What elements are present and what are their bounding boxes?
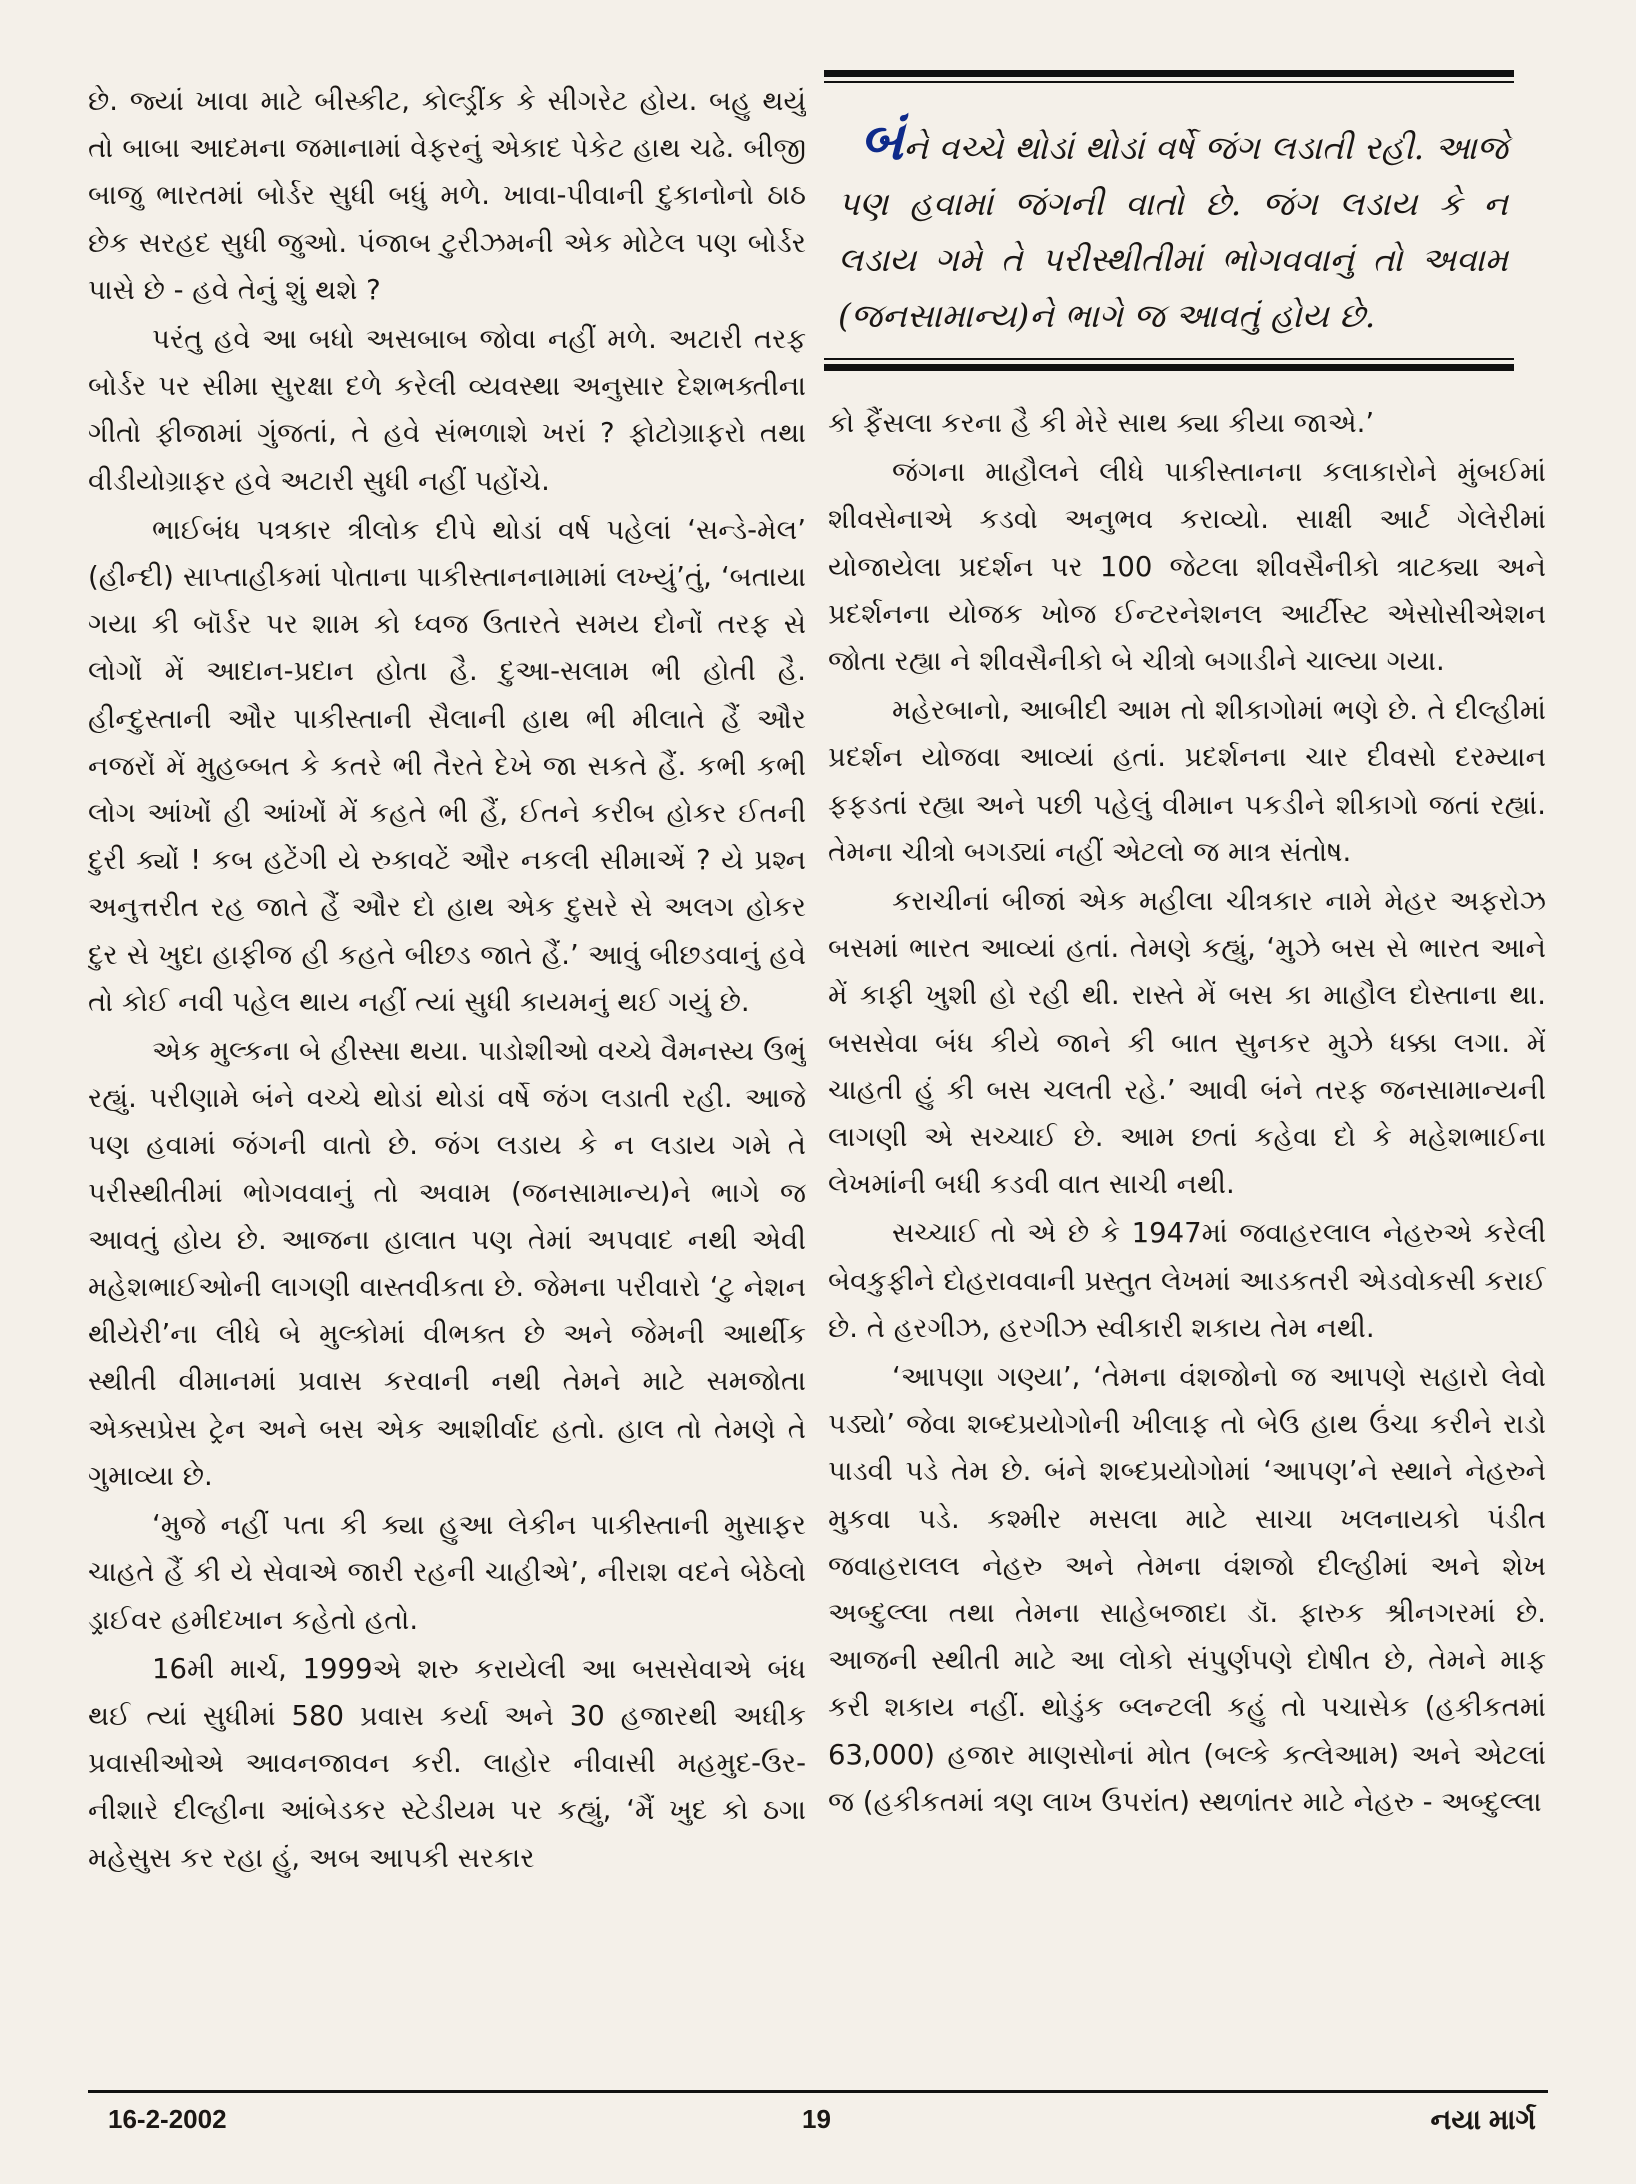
- paragraph: ‘મુજે નહીં પતા કી ક્યા હુઆ લેકીન પાકીસ્તાની મુસાફર ચાહતે હૈં કી યે સેવાએ જારી રહની ચાહીએ’, નીરાશ વદને બેઠેલો ડ્રાઈવર હમીદખાન કહેતો હતો.: [88, 1509, 806, 1636]
- paragraph: એક મુલ્કના બે હીસ્સા થયા. પાડોશીઓ વચ્ચે વૈમનસ્ય ઉભું રહ્યું. પરીણામે બંને વચ્ચે થોડાં થોડાં વર્ષે જંગ લડાતી રહી. આજે પણ હવામાં જંગની વાતો છે. જંગ લડાય કે ન લડાય ગમે તે પરીસ્થીતીમાં ભોગવવાનું તો અવામ (જનસામાન્ય)ને ભાગે જ આવતું હોય છે. આજના હાલાત પણ તેમાં અપવાદ નથી એવી મહેશભાઈઓની લાગણી વાસ્તવીકતા છે. જેમના પરીવારો ‘ટુ નેશન થીયેરી’ના લીધે બે મુલ્કોમાં વીભક્ત છે અને જેમની આર્થીક સ્થીતી વીમાનમાં પ્રવાસ કરવાની નથી તેમને માટે સમજોતા એક્સપ્રેસ ટ્રેન અને બસ એક આશીર્વાદ હતો. હાલ તો તેમણે તે ગુમાવ્યા છે.: [88, 1035, 806, 1492]
- paragraph: જંગના માહૌલને લીધે પાકીસ્તાનના કલાકારોને મુંબઈમાં શીવસેનાએ કડવો અનુભવ કરાવ્યો. સાક્ષી આર્ટ ગેલેરીમાં યોજાયેલા પ્રદર્શન પર 100 જેટલા શીવસૈનીકો ત્રાટક્યા અને પ્રદર્શનના યોજક ખોજ ઈન્ટરનેશનલ આર્ટીસ્ટ એસોસીએશન જોતા રહ્યા ને શીવસૈનીકો બે ચીત્રો બગાડીને ચાલ્યા ગયા.: [828, 456, 1546, 678]
- pullquote-text: ને વચ્ચે થોડાં થોડાં વર્ષે જંગ લડાતી રહી. આજે પણ હવામાં જંગની વાતો છે. જંગ લડાય કે ન લડાય ગમે તે પરીસ્થીતીમાં ભોગવવાનું તો અવામ (જનસામાન્ય)ને ભાગે જ આવતું હોય છે.: [838, 128, 1508, 335]
- right-column: [828, 400, 1546, 2080]
- pullquote-bottom-rule: [824, 358, 1514, 371]
- paragraph: છે. જ્યાં ખાવા માટે બીસ્કીટ, કોલ્ડ્રીંક કે સીગરેટ હોય. બહુ થયું તો બાબા આદમના જમાનામાં વેફરનું એકાદ પેકેટ હાથ ચઢે. બીજી બાજુ ભારતમાં બોર્ડર સુધી બધું મળે. ખાવા-પીવાની દુકાનોનો ઠાઠ છેક સરહદ સુધી જુઓ. પંજાબ ટુરીઝમની એક મોટેલ પણ બોર્ડર પાસે છે - હવે તેનું શું થશે ?: [88, 85, 806, 306]
- pullquote: [838, 108, 1508, 344]
- footer-date: 16-2-2002: [108, 2104, 227, 2134]
- paragraph: મહેરબાનો, આબીદી આમ તો શીકાગોમાં ભણે છે. તે દીલ્હીમાં પ્રદર્શન યોજવા આવ્યાં હતાં. પ્રદર્શનના ચાર દીવસો દરમ્યાન ફફડતાં રહ્યા અને પછી પહેલું વીમાન પકડીને શીકાગો જતાં રહ્યાં. તેમના ચીત્રો બગડ્યાં નહીં એટલો જ માત્ર સંતોષ.: [828, 694, 1546, 868]
- left-column: [88, 78, 806, 2078]
- paragraph: 16મી માર્ચ, 1999એ શરુ કરાયેલી આ બસસેવાએ બંધ થઈ ત્યાં સુધીમાં 580 પ્રવાસ કર્યા અને 30 હજારથી અધીક પ્રવાસીઓએ આવનજાવન કરી. લાહોર નીવાસી મહમુદ-ઉર-નીશારે દીલ્હીના આંબેડકર સ્ટેડીયમ પર કહ્યું, ‘મૈં ખુદ કો ઠગા મહેસુસ કર રહા હું, અબ આપકી સરકાર: [88, 1652, 806, 1874]
- page-number: 19: [802, 2104, 831, 2134]
- paragraph: સચ્ચાઈ તો એ છે કે 1947માં જવાહરલાલ નેહરુએ કરેલી બેવકુફીને દોહરાવવાની પ્રસ્તુત લેખમાં આડકતરી એડવોકસી કરાઈ છે. તે હરગીઝ, હરગીઝ સ્વીકારી શકાય તેમ નથી.: [828, 1217, 1546, 1344]
- paragraph: કરાચીનાં બીજાં એક મહીલા ચીત્રકાર નામે મેહર અફરોઝ બસમાં ભારત આવ્યાં હતાં. તેમણે કહ્યું, ‘મુઝે બસ સે ભારત આને મેં કાફી ખુશી હો રહી થી. રાસ્તે મેં બસ કા માહૌલ દોસ્તાના થા. બસસેવા બંધ કીયે જાને કી બાત સુનકર મુઝે ધક્કા લગા. મેં ચાહતી હું કી બસ ચલતી રહે.’ આવી બંને તરફ જનસામાન્યની લાગણી એ સચ્ચાઈ છે. આમ છતાં કહેવા દો કે મહેશભાઈના લેખમાંની બધી કડવી વાત સાચી નથી.: [828, 885, 1546, 1201]
- paragraph: ભાઈબંધ પત્રકાર ત્રીલોક દીપે થોડાં વર્ષ પહેલાં ‘સન્ડે-મેલ’ (હીન્દી) સાપ્તાહીકમાં પોતાના પાકીસ્તાનનામામાં લખ્યું’તું, ‘બતાયા ગયા કી બૉર્ડર પર શામ કો ધ્વજ ઉતારતે સમય દોનોં તરફ સે લોગોં મેં આદાન-પ્રદાન હોતા હૈ. દુઆ-સલામ ભી હોતી હૈ. હીન્દુસ્તાની ઔર પાકીસ્તાની સૈલાની હાથ ભી મીલાતે હૈં ઔર નજરોં મેં મુહબ્બત કે કતરે ભી તૈરતે દેખે જા સકતે હૈં. કભી કભી લોગ આંખોં હી આંખોં મેં કહતે ભી હૈં, ઈતને કરીબ હોકર ઈતની દુરી ક્યોં ! કબ હટેંગી યે રુકાવટેં ઔર નકલી સીમાએં ? યે પ્રશ્ન અનુત્તરીત રહ જાતે હૈં ઔર દો હાથ એક દુસરે સે અલગ હોકર દુર સે ખુદા હાફીજ હી કહતે બીછડ જાતે હૈં.’ આવું બીછડવાનું હવે તો કોઈ નવી પહેલ થાય નહીં ત્યાં સુધી કાયમનું થઈ ગયું છે.: [88, 513, 806, 1018]
- footer-rule: [88, 2090, 1548, 2093]
- paragraph: ‘આપણા ગણ્યા’, ‘તેમના વંશજોનો જ આપણે સહારો લેવો પડ્યો’ જેવા શબ્દપ્રયોગોની ખીલાફ તો બેઉ હાથ ઉંચા કરીને રાડો પાડવી પડે તેમ છે. બંને શબ્દપ્રયોગોમાં ‘આપણ’ને સ્થાને નેહરુને મુકવા પડે. કશ્મીર મસલા માટે સાચા ખલનાયકો પંડીત જવાહરાલલ નેહરુ અને તેમના વંશજો દીલ્હીમાં અને શેખ અબ્દુલ્લા તથા તેમના સાહેબજાદા ડૉ. ફારુક શ્રીનગરમાં છે. આજની સ્થીતી માટે આ લોકો સંપુર્ણપણે દોષીત છે, તેમને માફ કરી શકાય નહીં. થોડુંક બ્લન્ટલી કહું તો પચાસેક (હકીકતમાં 63,000) હજાર માણસોનાં મોત (બલ્કે કત્લેઆમ) અને એટલાં જ (હકીકતમાં ત્રણ લાખ ઉપરાંત) સ્થળાંતર માટે નેહરુ - અબ્દુલ્લા: [828, 1361, 1546, 1818]
- paragraph: પરંતુ હવે આ બધો અસબાબ જોવા નહીં મળે. અટારી તરફ બોર્ડર પર સીમા સુરક્ષા દળે કરેલી વ્યવસ્થા અનુસાર દેશભક્તીના ગીતો ફીજામાં ગુંજતાં, તે હવે સંભળાશે ખરાં ? ફોટોગ્રાફરો તથા વીડીયોગ્રાફર હવે અટારી સુધી નહીં પહોંચે.: [88, 323, 806, 497]
- pullquote-dropcap: બં: [860, 108, 904, 172]
- pullquote-top-rule: [824, 70, 1514, 83]
- magazine-name: નયા માર્ગ: [1430, 2104, 1536, 2135]
- paragraph: કો ફૈંસલા કરના હૈ કી મેરે સાથ ક્યા કીયા જાએ.’: [828, 407, 1375, 439]
